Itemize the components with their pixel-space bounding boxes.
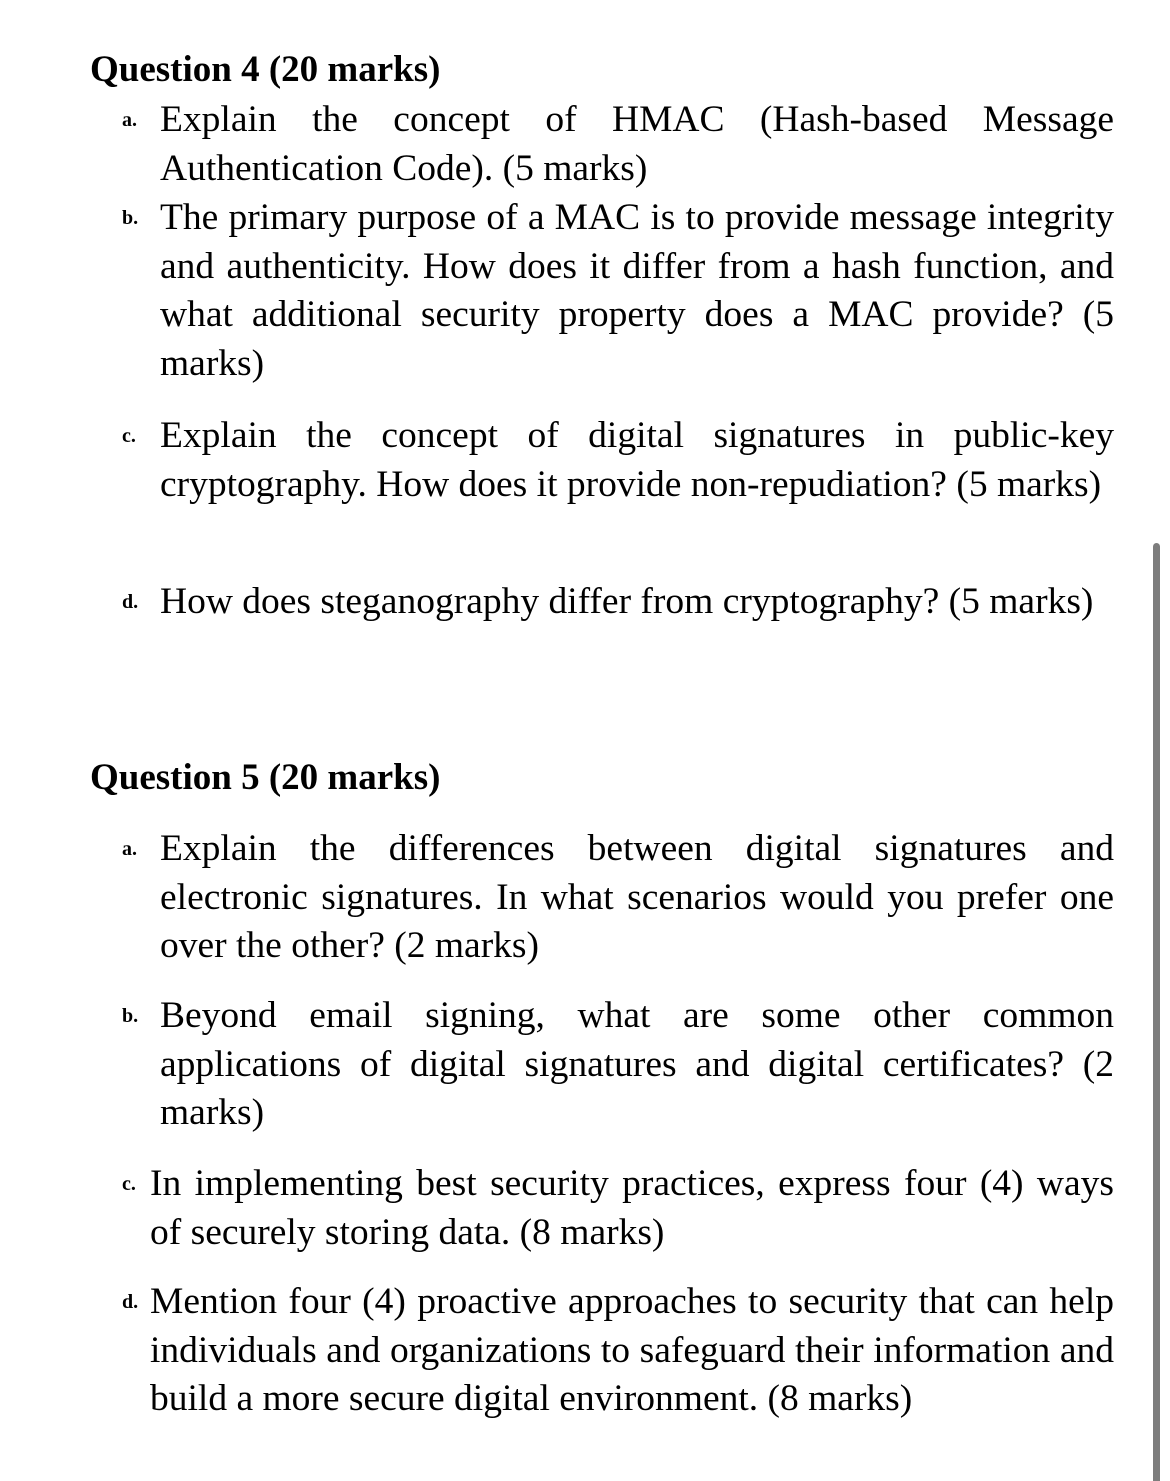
item-text: Explain the concept of HMAC (Hash-based Message Authentication Code). (5 marks): [160, 99, 1114, 189]
item-text: The primary purpose of a MAC is to provide message integrity and authenticity. How does it differ from a hash function, and what additional security property does a MAC provide? (5 marks): [160, 197, 1114, 384]
question-4a: [122, 96, 1114, 193]
question-5-title: Question 5 (20 marks): [90, 757, 441, 798]
item-text: How does steganography differ from cryptography? (5 marks): [160, 581, 1094, 622]
item-marker: a.: [122, 109, 137, 131]
item-text: Explain the differences between digital signatures and electronic signatures. In what scenarios would you prefer one over the other? (2 marks): [160, 828, 1114, 966]
item-marker: c.: [122, 1173, 136, 1195]
item-text: Mention four (4) proactive approaches to security that can help individuals and organizations to safeguard their information and build a more secure digital environment. (8 marks): [150, 1281, 1114, 1419]
question-4b: [122, 194, 1114, 388]
item-marker: d.: [122, 1291, 139, 1313]
question-4d: [122, 578, 1114, 627]
item-marker: c.: [122, 425, 136, 447]
item-text: In implementing best security practices, express four (4) ways of securely storing data. (8 marks): [150, 1163, 1114, 1253]
scrollbar-thumb[interactable]: [1153, 543, 1160, 1481]
item-text: Explain the concept of digital signatures in public-key cryptography. How does it provide non-repudiation? (5 marks): [160, 415, 1114, 505]
question-4c: [122, 412, 1114, 509]
item-marker: b.: [122, 1005, 139, 1027]
question-5c: [122, 1160, 1114, 1257]
item-marker: d.: [122, 591, 139, 613]
question-5a: [122, 825, 1114, 971]
item-marker: a.: [122, 838, 137, 860]
question-4-title: Question 4 (20 marks): [90, 49, 441, 90]
question-5b: [122, 992, 1114, 1138]
item-marker: b.: [122, 207, 139, 229]
question-5d: [122, 1278, 1114, 1424]
item-text: Beyond email signing, what are some other common applications of digital signatures and digital certificates? (2 marks): [160, 995, 1114, 1133]
